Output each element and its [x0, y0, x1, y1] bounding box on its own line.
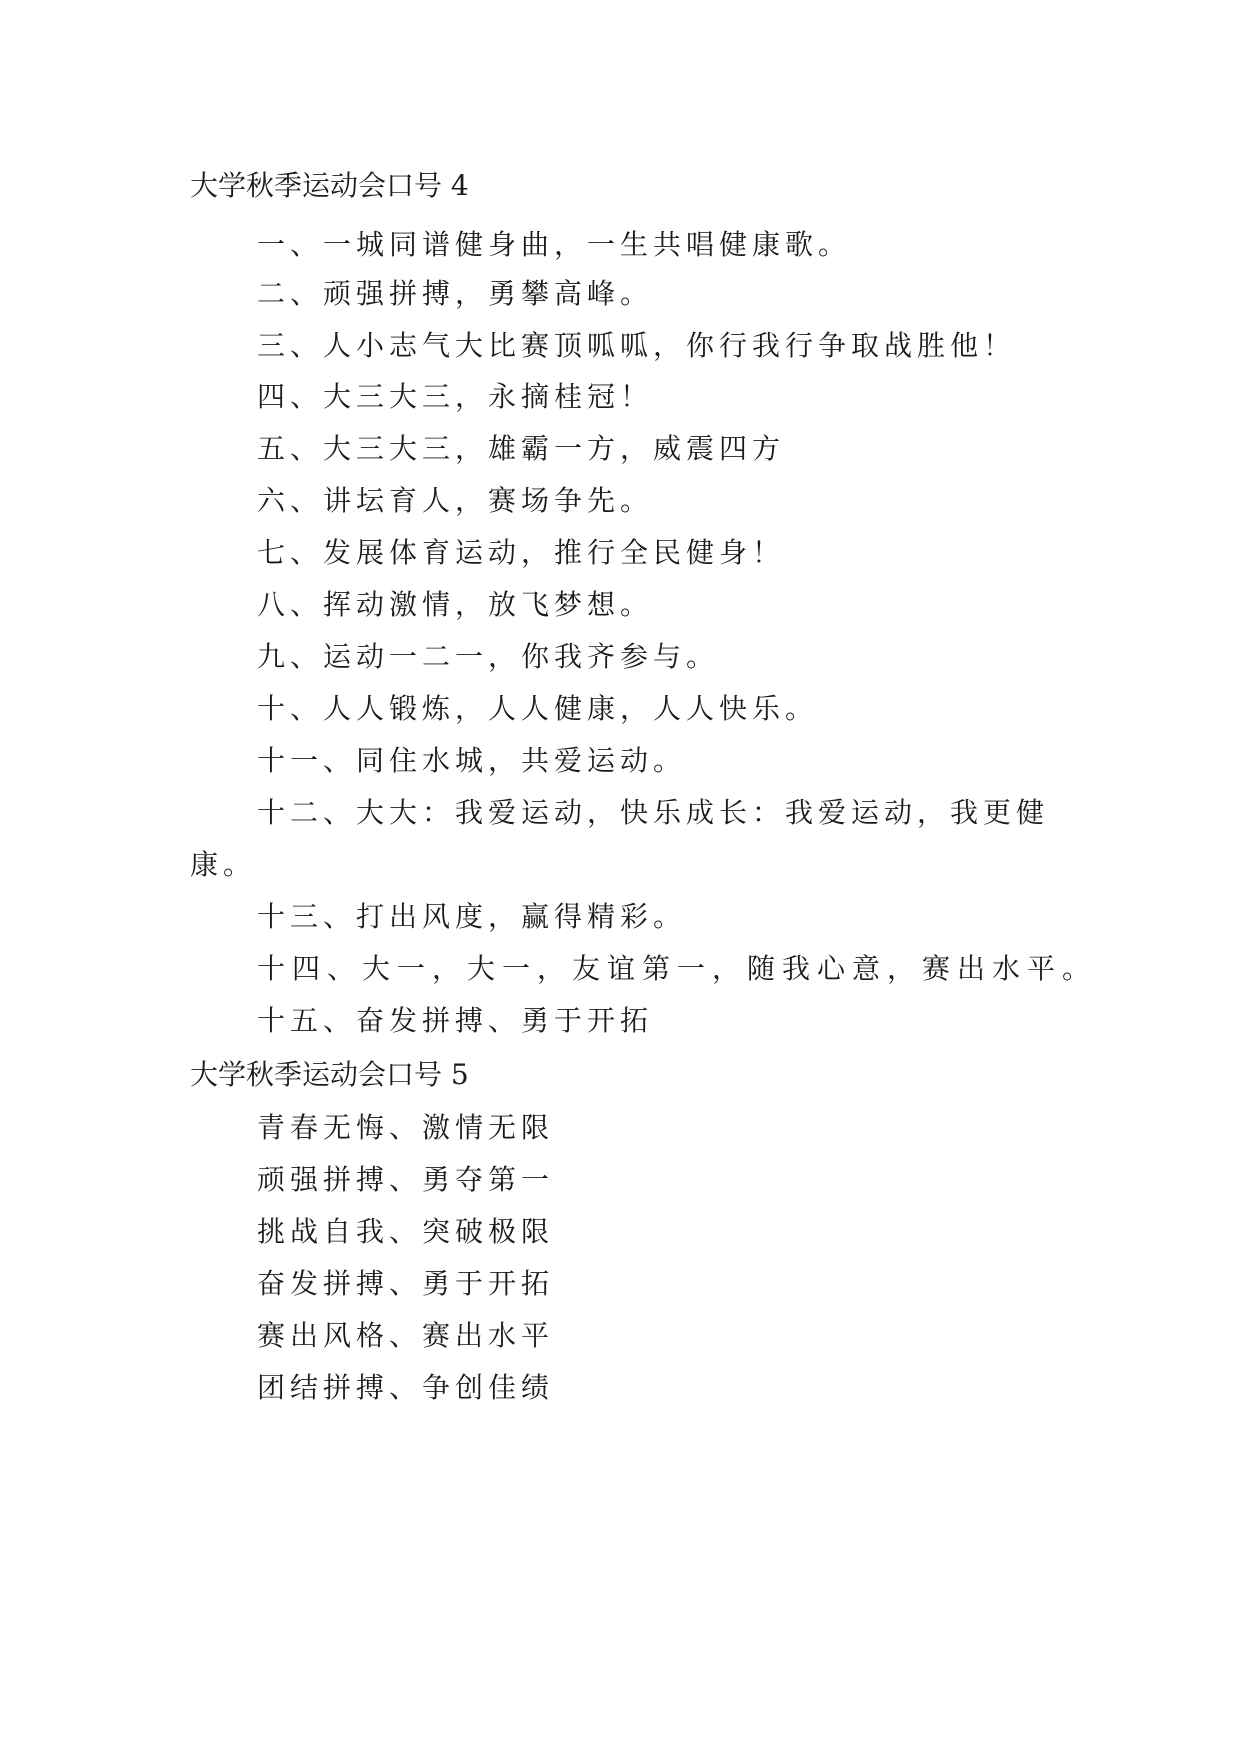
slogan-line: 六、讲坛育人，赛场争先。 [257, 484, 654, 517]
slogan-line: 十四、大一，大一，友谊第一，随我心意，赛出水平。 [257, 952, 1098, 985]
slogan-line: 十一、同住水城，共爱运动。 [257, 744, 687, 777]
slogan-line: 十三、打出风度，赢得精彩。 [257, 900, 687, 933]
section-5-title: 大学秋季运动会口号 5 [190, 1058, 469, 1091]
slogan-line: 十、人人锻炼，人人健康，人人快乐。 [257, 692, 819, 725]
section-4-title: 大学秋季运动会口号 4 [190, 169, 469, 202]
slogan-line: 八、挥动激情，放飞梦想。 [257, 588, 654, 621]
slogan-line: 九、运动一二一，你我齐参与。 [257, 640, 720, 673]
slogan-line: 四、大三大三，永摘桂冠！ [257, 380, 654, 413]
slogan-line: 二、顽强拼搏，勇攀高峰。 [257, 277, 654, 310]
slogan-line: 赛出风格、赛出水平 [257, 1319, 555, 1352]
slogan-line-continuation: 康。 [190, 848, 257, 881]
slogan-line: 团结拼搏、争创佳绩 [257, 1371, 555, 1404]
slogan-line: 青春无悔、激情无限 [257, 1111, 555, 1144]
slogan-line: 挑战自我、突破极限 [257, 1215, 555, 1248]
slogan-line: 七、发展体育运动，推行全民健身！ [257, 536, 786, 569]
slogan-line: 十二、大大：我爱运动，快乐成长：我爱运动，我更健 [257, 796, 1050, 829]
slogan-line: 奋发拼搏、勇于开拓 [257, 1267, 555, 1300]
slogan-line: 五、大三大三，雄霸一方，威震四方 [257, 432, 786, 465]
slogan-line: 三、人小志气大比赛顶呱呱，你行我行争取战胜他！ [257, 329, 1017, 362]
slogan-line: 十五、奋发拼搏、勇于开拓 [257, 1004, 654, 1037]
slogan-line: 一、一城同谱健身曲，一生共唱健康歌。 [257, 228, 852, 261]
slogan-line: 顽强拼搏、勇夺第一 [257, 1163, 555, 1196]
